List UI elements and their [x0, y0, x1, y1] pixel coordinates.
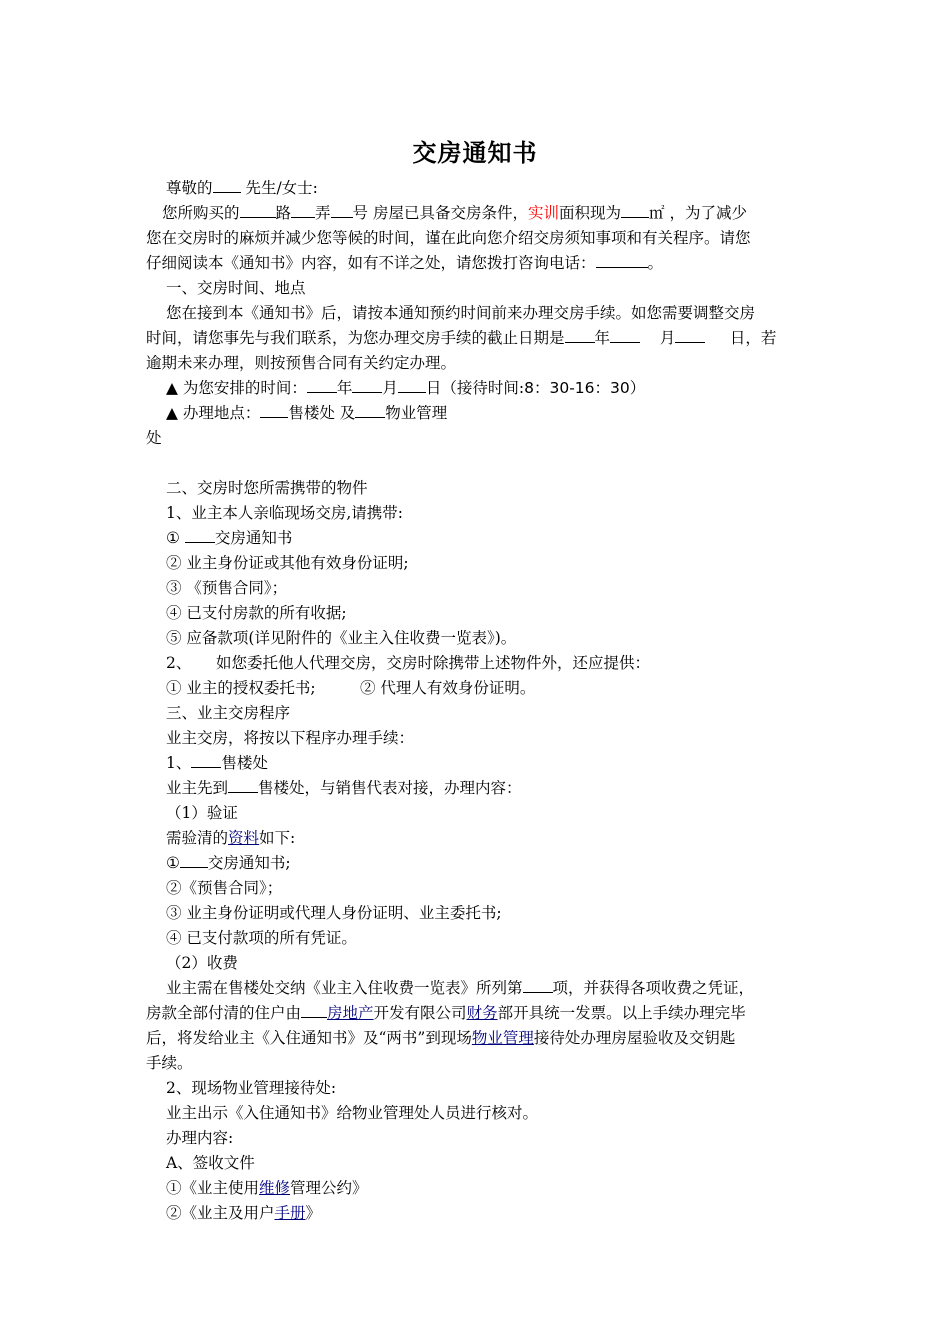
intro-line-3	[146, 253, 663, 273]
para-text: 月	[659, 329, 676, 347]
verify-text: 交房通知书;	[207, 854, 291, 872]
deadline-day-blank	[675, 328, 705, 343]
section2-heading: 二、交房时您所需携带的物件	[166, 479, 368, 497]
fee-text: 部开具统一发票。以上手续办理完毕	[497, 1004, 746, 1022]
section1-para-line-3: 逾期未来办理，则按预售合同有关约定办理。	[146, 354, 457, 372]
lane-blank	[291, 203, 315, 218]
location-line	[166, 403, 447, 423]
step2-content: 办理内容:	[166, 1129, 234, 1147]
verify-heading: （1）验证	[166, 804, 238, 822]
verify-item-2: ②《预售合同》；	[166, 879, 283, 897]
carry-item-5: ⑤ 应备款项(详见附件的《业主入住收费一览表》)。	[166, 629, 517, 647]
sales-office-blank	[260, 403, 288, 418]
doc-text: 管理公约》	[290, 1179, 368, 1197]
fee-item-blank	[523, 978, 553, 993]
fee-line-4: 手续。	[146, 1054, 193, 1072]
fee-text: 房款全部付清的住户由	[146, 1004, 302, 1022]
step-text: 1、	[166, 754, 192, 772]
developer-blank	[301, 1003, 327, 1018]
real-estate-link[interactable]: 房地产	[327, 1004, 374, 1022]
appointment-time-line	[166, 378, 645, 398]
fee-line-1	[166, 978, 754, 998]
property-office-blank	[355, 403, 385, 418]
sign-doc-1	[166, 1178, 368, 1198]
fee-text: 接待处办理房屋验收及交钥匙	[533, 1029, 736, 1047]
section2-item-2	[166, 653, 650, 673]
step1-desc	[166, 778, 522, 798]
item-text: 交房通知书	[214, 529, 293, 547]
time-text: ）	[629, 379, 646, 397]
step-text: 业主先到	[166, 779, 229, 797]
step1-heading	[166, 753, 268, 773]
appt-year-blank	[307, 378, 337, 393]
greeting-prefix: 尊敬的	[166, 179, 213, 197]
maintenance-link[interactable]: 维修	[259, 1179, 291, 1197]
step1-desc-blank	[228, 778, 258, 793]
step-text: 售楼处	[221, 754, 268, 772]
doc-text: 》	[305, 1204, 322, 1222]
proxy-items	[166, 678, 535, 698]
verify-desc	[166, 828, 295, 848]
document-title: 交房通知书	[412, 138, 538, 167]
fee-text: 项，并获得各项收费之凭证，	[552, 979, 755, 997]
area-blank	[621, 203, 649, 218]
verify-notice-blank	[180, 853, 208, 868]
fee-text: 后，将发给业主《入住通知书》及“两书”到现场	[146, 1029, 472, 1047]
step1-blank	[191, 753, 221, 768]
proxy-item: ② 代理人有效身份证明。	[360, 679, 536, 697]
carry-item-4: ④ 已支付房款的所有收据;	[166, 604, 347, 622]
section1-para-line-2	[146, 328, 776, 348]
place-text: 物业管理	[385, 404, 448, 422]
road-blank	[240, 203, 276, 218]
intro-text: 弄	[315, 204, 331, 222]
highlight-red-text: 实训	[527, 204, 559, 222]
sign-doc-2	[166, 1203, 321, 1223]
number-blank	[331, 203, 353, 218]
section3-heading: 三、业主交房程序	[166, 704, 291, 722]
intro-text: 号 房屋已具备交房条件，	[352, 204, 528, 222]
deadline-year-blank	[565, 328, 595, 343]
carry-item-1	[166, 528, 292, 548]
appt-month-blank	[352, 378, 382, 393]
materials-link[interactable]: 资料	[228, 829, 260, 847]
verify-item-4: ④ 已支付款项的所有凭证。	[166, 929, 357, 947]
reception-hours: 8：30-16：30	[524, 379, 630, 397]
deadline-month-blank	[610, 328, 640, 343]
appt-day-blank	[398, 378, 426, 393]
section2-item-1: 1、业主本人亲临现场交房,请携带:	[166, 504, 404, 522]
fee-line-2	[146, 1003, 746, 1023]
section3-intro: 业主交房，将按以下程序办理手续：	[166, 729, 415, 747]
place-text: ▲ 办理地点：	[166, 404, 261, 422]
fee-text: 业主需在售楼处交纳《业主入住收费一览表》所列第	[166, 979, 523, 997]
verify-text: 需验清的	[166, 829, 229, 847]
verify-text: ①	[166, 854, 180, 872]
place-text: 售楼处 及	[288, 404, 356, 422]
item-text: 2、	[166, 654, 192, 672]
intro-text: 您所购买的	[162, 204, 240, 222]
item-text: 如您委托他人代理交房，交房时除携带上述物件外，还应提供：	[216, 654, 651, 672]
intro-text: 面积现为	[559, 204, 622, 222]
time-text: 日（接待时间:	[425, 379, 525, 397]
doc-text: ②《业主及用户	[166, 1204, 275, 1222]
doc-text: ①《业主使用	[166, 1179, 260, 1197]
step2-desc: 业主出示《入住通知书》给物业管理处人员进行核对。	[166, 1104, 539, 1122]
fee-line-3	[146, 1028, 735, 1048]
fee-text: 开发有限公司	[373, 1004, 467, 1022]
handbook-link[interactable]: 手册	[274, 1204, 306, 1222]
intro-line-2: 您在交房时的麻烦并减少您等候的时间，谨在此向您介绍交房须知事项和有关程序。请您	[146, 229, 751, 247]
intro-text: 路	[275, 204, 292, 222]
carry-item-3: ③ 《预售合同》；	[166, 579, 288, 597]
para-text: 年	[594, 329, 611, 347]
section1-para-line-1: 您在接到本《通知书》后，请按本通知预约时间前来办理交房手续。如您需要调整交房	[166, 304, 756, 322]
greeting-line	[166, 178, 318, 198]
step-text: 售楼处，与销售代表对接，办理内容：	[258, 779, 522, 797]
finance-link[interactable]: 财务	[466, 1004, 498, 1022]
time-text: ▲ 为您安排的时间：	[166, 379, 307, 397]
item-text: ①	[166, 529, 185, 547]
location-line-wrap: 处	[146, 429, 162, 447]
notice-blank	[185, 528, 215, 543]
verify-item-1	[166, 853, 291, 873]
time-text: 月	[382, 379, 398, 397]
verify-item-3: ③ 业主身份证明或代理人身份证明、业主委托书;	[166, 904, 502, 922]
fee-heading: （2）收费	[166, 954, 238, 972]
section1-heading: 一、交房时间、地点	[166, 279, 306, 297]
intro-text: ㎡ ，为了减少	[649, 204, 747, 222]
name-blank	[213, 178, 241, 193]
greeting-suffix: 先生/女士:	[240, 179, 318, 197]
sign-docs-heading: A、签收文件	[166, 1154, 255, 1172]
intro-line-1	[162, 203, 747, 223]
intro-text: 。	[647, 254, 664, 272]
para-text: 日，若	[729, 329, 777, 347]
phone-blank	[596, 253, 648, 268]
proxy-item: ① 业主的授权委托书;	[166, 679, 316, 697]
time-text: 年	[336, 379, 353, 397]
carry-item-2: ② 业主身份证或其他有效身份证明;	[166, 554, 409, 572]
verify-text: 如下:	[259, 829, 296, 847]
property-management-link[interactable]: 物业管理	[471, 1029, 534, 1047]
para-text: 时间，请您事先与我们联系，为您办理交房手续的截止日期是	[146, 329, 565, 347]
step2-heading: 2、现场物业管理接待处:	[166, 1079, 337, 1097]
intro-text: 仔细阅读本《通知书》内容，如有不详之处，请您拨打咨询电话：	[146, 254, 596, 272]
